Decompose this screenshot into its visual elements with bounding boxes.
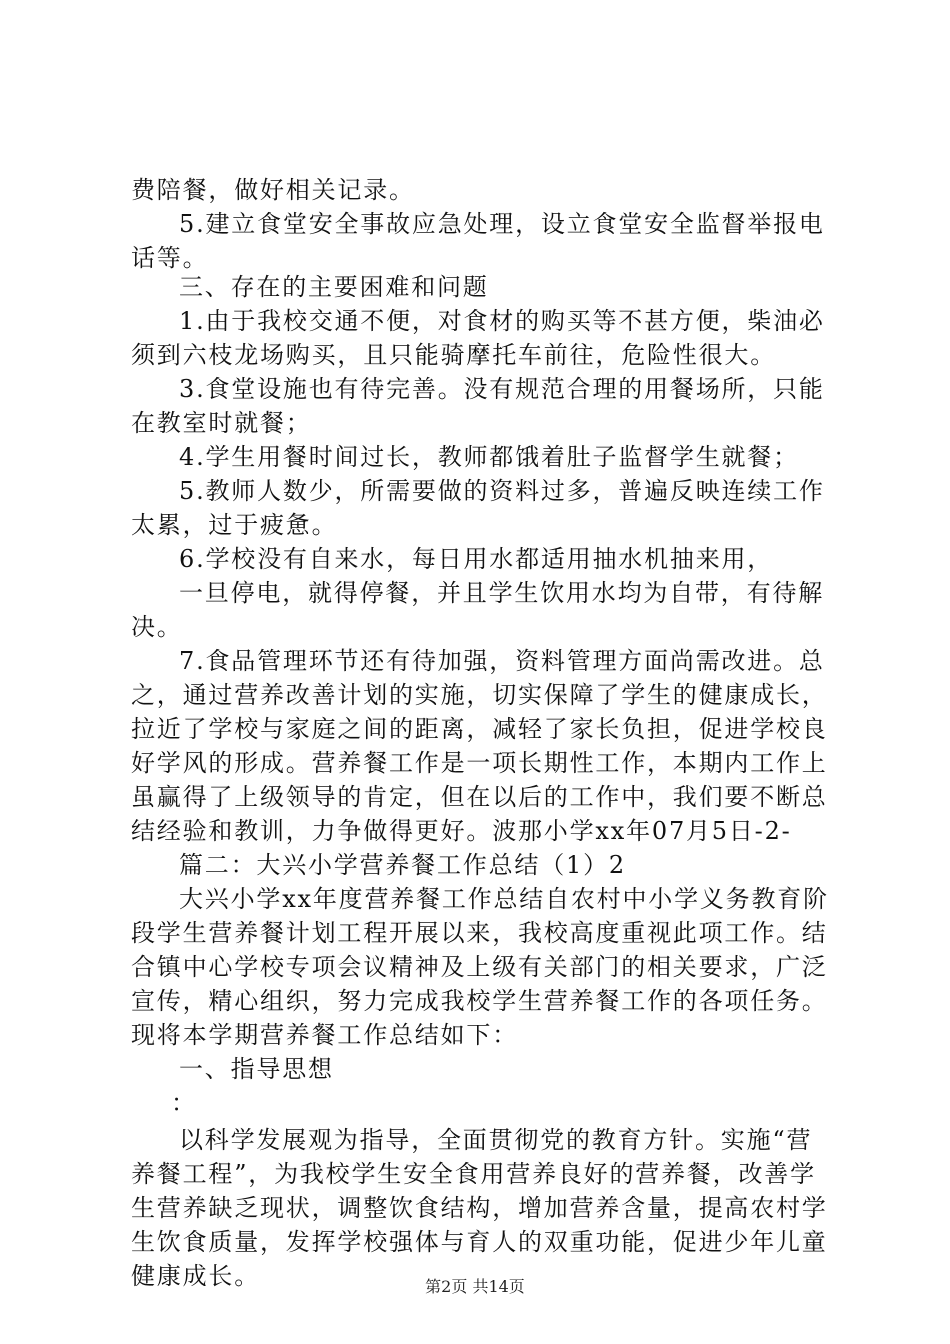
text-line: 须到六枝龙场购买，且只能骑摩托车前往，危险性很大。 — [131, 341, 776, 369]
text-line: 3.食堂设施也有待完善。没有规范合理的用餐场所，只能 — [179, 375, 825, 403]
text-line: 健康成长。 — [131, 1262, 260, 1290]
text-line: 生饮食质量，发挥学校强体与育人的双重功能，促进少年儿童 — [131, 1228, 828, 1256]
text-line: 生营养缺乏现状，调整饮食结构，增加营养含量，提高农村学 — [131, 1194, 828, 1222]
text-line: 决。 — [131, 613, 183, 641]
text-line: ： — [171, 1089, 197, 1117]
text-line: 之，通过营养改善计划的实施，切实保障了学生的健康成长， — [131, 681, 828, 709]
text-line: 宣传，精心组织，努力完成我校学生营养餐工作的各项任务。 — [131, 987, 828, 1015]
text-line: 好学风的形成。营养餐工作是一项长期性工作，本期内工作上 — [131, 749, 828, 777]
text-line: 现将本学期营养餐工作总结如下： — [131, 1021, 518, 1049]
text-line: 大兴小学xx年度营养餐工作总结自农村中小学义务教育阶 — [179, 885, 829, 913]
text-line: 话等。 — [131, 244, 209, 272]
text-line: 拉近了学校与家庭之间的距离，减轻了家长负担，促进学校良 — [131, 715, 828, 743]
text-line: 1.由于我校交通不便，对食材的购买等不甚方便，柴油必 — [179, 307, 825, 335]
text-line: 合镇中心学校专项会议精神及上级有关部门的相关要求，广泛 — [131, 953, 828, 981]
chapter-heading: 篇二：大兴小学营养餐工作总结（1）2 — [179, 851, 626, 879]
text-line: 4.学生用餐时间过长，教师都饿着肚子监督学生就餐； — [179, 443, 799, 471]
text-line: 6.学校没有自来水，每日用水都适用抽水机抽来用， — [179, 545, 774, 573]
section-heading: 三、存在的主要困难和问题 — [179, 273, 489, 301]
text-line: 结经验和教训，力争做得更好。波那小学xx年07月5日-2- — [131, 817, 792, 845]
text-line: 段学生营养餐计划工程开展以来，我校高度重视此项工作。结 — [131, 919, 828, 947]
text-line: 在教室时就餐； — [131, 409, 312, 437]
text-line: 虽赢得了上级领导的肯定，但在以后的工作中，我们要不断总 — [131, 783, 828, 811]
text-line: 养餐工程”，为我校学生安全食用营养良好的营养餐，改善学 — [131, 1160, 816, 1188]
section-heading: 一、指导思想 — [179, 1055, 334, 1083]
text-line: 太累，过于疲惫。 — [131, 511, 338, 539]
page-footer: 第2页 共14页 — [425, 1277, 525, 1296]
text-line: 以科学发展观为指导，全面贯彻党的教育方针。实施“营 — [179, 1126, 813, 1154]
text-line: 5.教师人数少，所需要做的资料过多，普遍反映连续工作 — [179, 477, 825, 505]
text-line: 7.食品管理环节还有待加强，资料管理方面尚需改进。总 — [179, 647, 825, 675]
text-line: 费陪餐，做好相关记录。 — [131, 176, 415, 204]
text-line: 5.建立食堂安全事故应急处理，设立食堂安全监督举报电 — [179, 210, 825, 238]
text-line: 一旦停电，就得停餐，并且学生饮用水均为自带，有待解 — [179, 579, 824, 607]
